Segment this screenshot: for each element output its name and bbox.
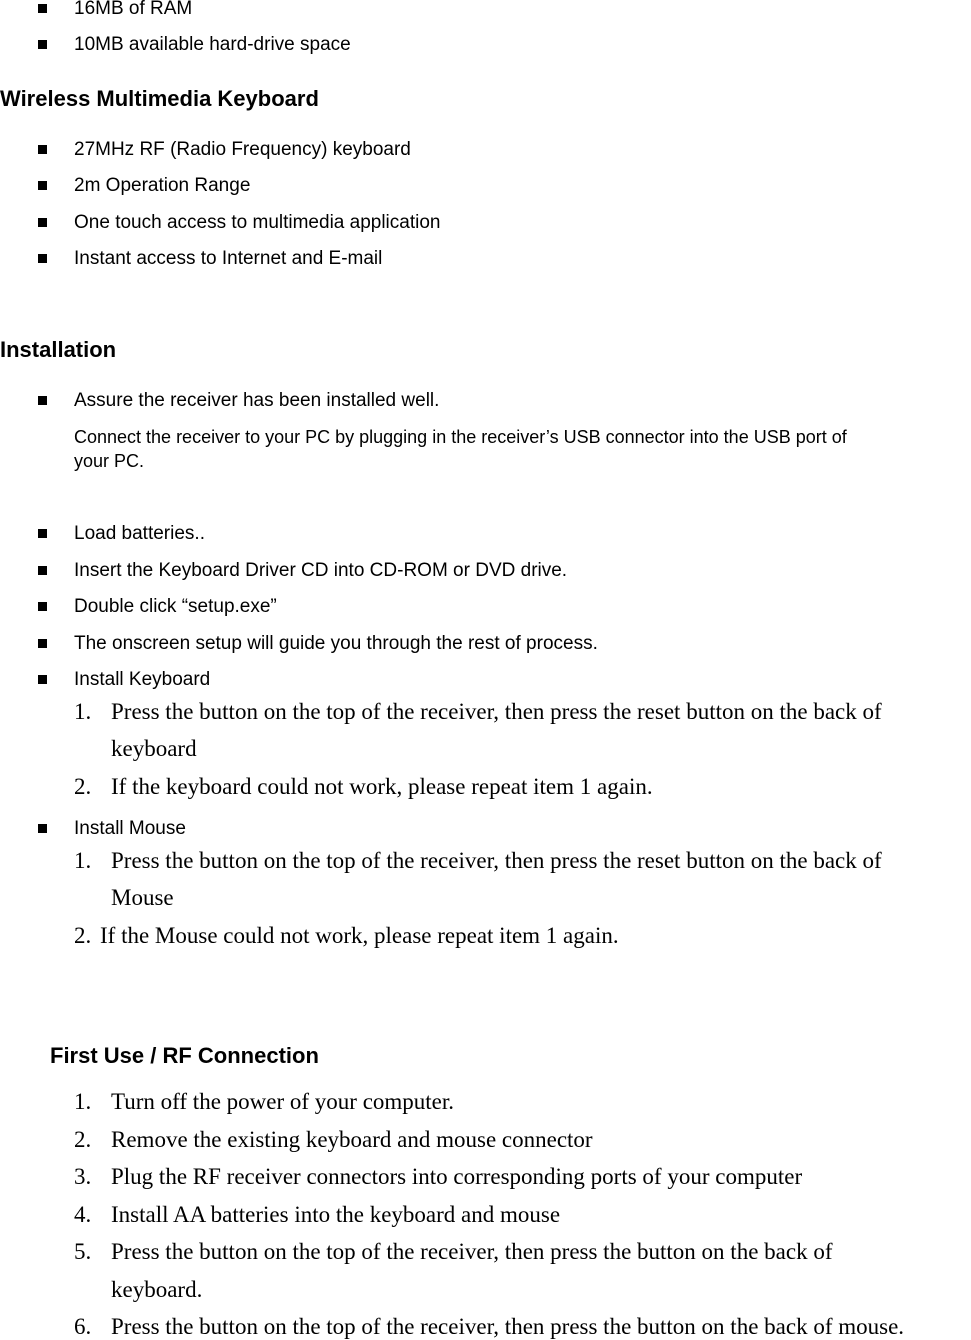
step-text: Turn off the power of your computer. <box>111 1089 455 1114</box>
square-bullet-icon <box>38 4 47 13</box>
step-text: If the keyboard could not work, please repeat item 1 again. <box>111 774 653 799</box>
square-bullet-icon <box>38 396 47 405</box>
step-number: 4. <box>74 1202 92 1227</box>
list-item: Insert the Keyboard Driver CD into CD-ROM or DVD drive. <box>74 560 568 581</box>
list-item: 16MB of RAM <box>74 0 193 19</box>
step-number: 3. <box>74 1164 92 1189</box>
square-bullet-icon <box>38 40 47 49</box>
receiver-note: your PC. <box>74 451 145 471</box>
step-text: keyboard. <box>111 1277 203 1302</box>
step-text: Plug the RF receiver connectors into corresponding ports of your computer <box>111 1164 803 1189</box>
step-number: 2. <box>74 1127 92 1152</box>
square-bullet-icon <box>38 218 47 227</box>
step-number: 6. <box>74 1314 92 1339</box>
step-text: Remove the existing keyboard and mouse connector <box>111 1127 593 1152</box>
square-bullet-icon <box>38 602 47 611</box>
install-mouse-label: Install Mouse <box>74 818 186 839</box>
step-text: If the Mouse could not work, please repeat item 1 again. <box>100 923 619 948</box>
step-text: keyboard <box>111 736 197 761</box>
list-item: Instant access to Internet and E-mail <box>74 248 383 269</box>
step-text: Press the button on the top of the receiver, then press the reset button on the back of <box>111 699 882 724</box>
step-number: 1. <box>74 699 92 724</box>
list-item: Double click “setup.exe” <box>74 596 277 617</box>
square-bullet-icon <box>38 675 47 684</box>
step-number: 5. <box>74 1239 92 1264</box>
list-item: 2m Operation Range <box>74 175 251 196</box>
installation-heading: Installation <box>0 337 117 362</box>
list-item: The onscreen setup will guide you through the rest of process. <box>74 633 598 654</box>
keyboard-heading: Wireless Multimedia Keyboard <box>0 86 319 111</box>
square-bullet-icon <box>38 566 47 575</box>
install-keyboard-label: Install Keyboard <box>74 669 211 690</box>
list-item: 27MHz RF (Radio Frequency) keyboard <box>74 139 411 160</box>
square-bullet-icon <box>38 639 47 648</box>
list-item: Assure the receiver has been installed well. <box>74 390 440 411</box>
step-number: 1. <box>74 1089 92 1114</box>
step-number: 2. <box>74 774 92 799</box>
square-bullet-icon <box>38 145 47 154</box>
square-bullet-icon <box>38 529 47 538</box>
step-text: Press the button on the top of the receiver, then press the reset button on the back of <box>111 848 882 873</box>
step-text: Mouse <box>111 885 174 910</box>
step-number: 2. <box>74 923 92 948</box>
square-bullet-icon <box>38 254 47 263</box>
step-text: Press the button on the top of the receiver, then press the button on the back of mouse. <box>111 1314 905 1339</box>
list-item: Load batteries.. <box>74 523 205 544</box>
receiver-note: Connect the receiver to your PC by plugging in the receiver’s USB connector into the USB port of <box>74 427 847 447</box>
step-text: Press the button on the top of the receiver, then press the button on the back of <box>111 1239 833 1264</box>
square-bullet-icon <box>38 181 47 190</box>
square-bullet-icon <box>38 824 47 833</box>
list-item: One touch access to multimedia application <box>74 212 441 233</box>
step-number: 1. <box>74 848 92 873</box>
list-item: 10MB available hard-drive space <box>74 34 351 55</box>
step-text: Install AA batteries into the keyboard and mouse <box>111 1202 561 1227</box>
first-use-heading: First Use / RF Connection <box>50 1043 319 1068</box>
